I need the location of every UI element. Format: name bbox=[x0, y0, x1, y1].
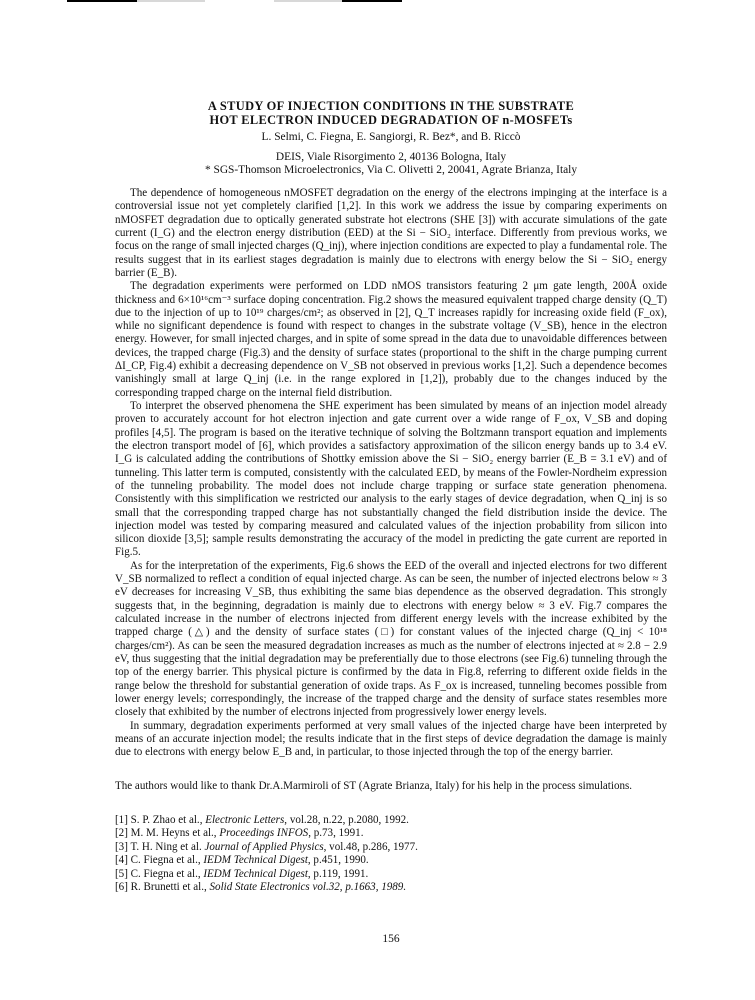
abstract-body bbox=[115, 187, 667, 759]
paragraph-interpretation: As for the interpretation of the experiments, Fig.6 shows the EED of the overall and injected electrons for two different V_SB normalized to reflect a condition of equal injected charge. As can be seen, the number of injected electrons below ≈ 3 eV decreases for increasing V_SB, thus exhibiting the same bias dependence as the observed degradation. This strongly suggests that, in the beginning, degradation is mainly due to electrons with energy below ≈ 3 eV. Fig.7 compares the calculated increase in the number of electrons injected from different energy levels with the increase exhibited by the trapped charge (△) and the density of surface states (□) for constant values of the injected charge (Q_inj < 10¹⁸ charges/cm²). As can be seen the measured degradation increases as much as the number of electrons injected at ≈ 2.8 − 2.9 eV, thus suggesting that the initial degradation may be preferentially due to those electrons (see Fig.6) tunneling through the top of the energy barrier. This physical picture is confirmed by the data in Fig.8, referring to different oxide fields in the range below the threshold for substantial generation of oxide traps. As F_ox is increased, tunneling becomes possible from lower energy levels; correspondingly, the increase of the trapped charge and the density of surface states resembles more closely that exhibited by the number of electrons injected from progressively lower energy levels. bbox=[115, 559, 667, 719]
reference-item: [5] C. Fiegna et al., IEDM Technical Digest, p.119, 1991. bbox=[115, 867, 369, 880]
scan-edge-line-3 bbox=[274, 0, 342, 2]
paper-title bbox=[115, 100, 667, 127]
scan-edge-line-1 bbox=[67, 0, 137, 2]
acknowledgment: The authors would like to thank Dr.A.Marmiroli of ST (Agrate Brianza, Italy) for his help in the process simulations. bbox=[115, 780, 633, 792]
paragraph-introduction: The dependence of homogeneous nMOSFET degradation on the energy of the electrons impinging at the interface is a controversial issue not yet completely clarified [1,2]. In this work we address the issue by comparing experiments on nMOSFET degradation due to optically generated substrate hot electrons (SHE [3]) with accurate simulations of the gate current (I_G) and the electron energy distribution (EED) at the Si − SiO₂ interface. Differently from previous works, we focus on the range of small injected charges (Q_inj), where injection conditions are expected to play a fundamental role. The results suggest that in its earliest stages degradation is mainly due to electrons with energy below the Si − SiO₂ energy barrier (E_B). bbox=[115, 187, 667, 279]
affiliation-2: * SGS-Thomson Microelectronics, Via C. Olivetti 2, 20041, Agrate Brianza, Italy bbox=[204, 164, 578, 176]
paragraph-simulation-model: To interpret the observed phenomena the SHE experiment has been simulated by means of an injection model already proven to accurately account for hot electron injection and gate current over a wide range of F_ox, V_SB and doping profiles [4,5]. The program is based on the iterative technique of solving the Boltzmann transport equation and implements the electron transport model of [6], which provides a satisfactory approximation of the silicon energy bands up to 3.4 eV. I_G is calculated adding the contributions of Shottky emission above the Si − SiO₂ energy barrier (E_B = 3.1 eV) and of tunneling. This latter term is computed, consistently with the calculated EED, by means of the Fowler-Nordheim expression of the tunneling probability. The model does not include charge trapping or surface state generation phenomena. Consistently with this simplification we restricted our analysis to the early stages of device degradation, when Q_inj is so small that the corresponding trapped charge has not substantially changed the field distribution inside the device. The injection model was tested by comparing measured and calculated values of the injection probability from silicon into silicon dioxide [3,5]; sample results demonstrating the accuracy of the model in predicting the gate current are reported in Fig.5. bbox=[115, 400, 667, 559]
author-list: L. Selmi, C. Fiegna, E. Sangiorgi, R. Bez*, and B. Riccò bbox=[261, 131, 521, 143]
reference-item: [4] C. Fiegna et al., IEDM Technical Digest, p.451, 1990. bbox=[115, 854, 369, 867]
scan-edge-line-2 bbox=[137, 0, 205, 2]
scan-edge-line-4 bbox=[342, 0, 402, 2]
reference-item: [2] M. M. Heyns et al., Proceedings INFOS, p.73, 1991. bbox=[115, 827, 364, 840]
paragraph-experiments: The degradation experiments were performed on LDD nMOS transistors featuring 2 μm gate length, 200Å oxide thickness and 6×10¹⁶cm⁻³ surface doping concentration. Fig.2 shows the measured equivalent trapped charge density (Q_T) due to the injection of up to 10¹⁹ charges/cm²; as observed in [2], Q_T increases rapidly for increasing oxide field (F_ox), while no significant dependence is found with respect to changes in the substrate voltage (V_SB), hence in the electron energy. However, for small injected charges, and in spite of some spread in the data due to unavoidable differences between devices, the trapped charge (Fig.3) and the density of surface states (proportional to the shift in the charge pumping current ΔI_CP, Fig.4) exhibit a decreasing dependence on V_SB not observed in previous works [1,2]. Such a dependence becomes vanishingly small at large Q_inj (i.e. in the range explored in [1,2]), probably due to the changes induced by the corresponding trapped charge on the internal field distribution. bbox=[115, 280, 667, 399]
title-line-1: A STUDY OF INJECTION CONDITIONS IN THE SUBSTRATE bbox=[207, 99, 575, 113]
page-number: 156 bbox=[382, 933, 400, 945]
reference-item: [6] R. Brunetti et al., Solid State Electronics vol.32, p.1663, 1989. bbox=[115, 881, 407, 894]
affiliation-1: DEIS, Viale Risorgimento 2, 40136 Bologna, Italy bbox=[275, 151, 507, 163]
reference-item: [3] T. H. Ning et al. Journal of Applied Physics, vol.48, p.286, 1977. bbox=[115, 840, 418, 853]
reference-item: [1] S. P. Zhao et al., Electronic Letters, vol.28, n.22, p.2080, 1992. bbox=[115, 814, 409, 826]
reference-list bbox=[115, 814, 667, 894]
title-line-2: HOT ELECTRON INDUCED DEGRADATION OF n-MOSFETs bbox=[209, 112, 573, 127]
paragraph-summary: In summary, degradation experiments performed at very small values of the injected charge have been interpreted by means of an accurate injection model; the results indicate that in the first steps of device degradation the damage is mainly due to electrons with energy below E_B and, in particular, to those injected through the top of the energy barrier. bbox=[115, 719, 667, 759]
